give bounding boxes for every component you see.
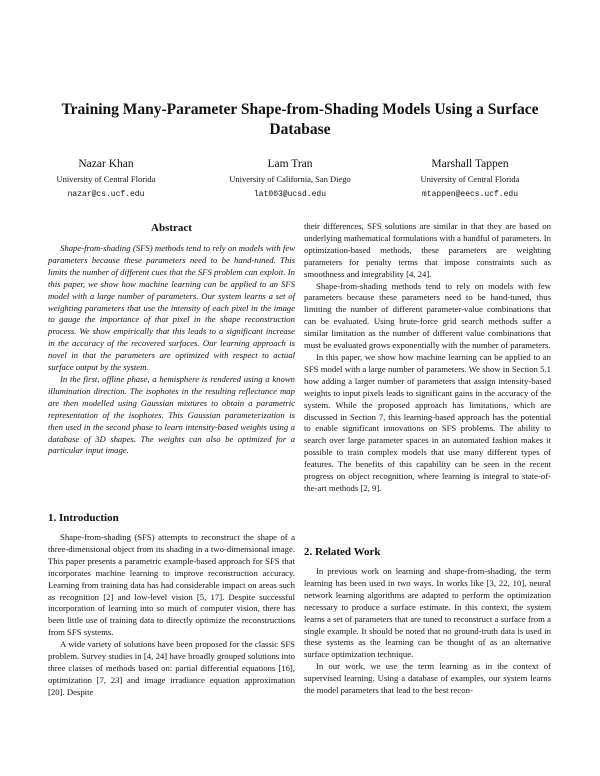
author-affiliation: University of Central Florida [56, 174, 156, 184]
body-paragraph: their differences, SFS solutions are similar in that they are based on underlying mathematical formulations with a handful of parameters. In optimization-based methods, these parameters are weighting parameters for penalty terms that impose constraints such as smoothness and integrability [4, 24]. [304, 221, 551, 279]
section-heading: 2. Related Work [304, 546, 381, 558]
author-name: Nazar Khan [78, 158, 134, 170]
abstract-paragraph: In the first, offline phase, a hemisphere is rendered using a known illumination direction. The isophotes in the resulting reflectance map are then modelled using Gaussian mixtures to obtain a parametric representation of the isophotes. This Gaussian parameterization is then used in the second phase to learn intensity-based weights using a database of 3D shapes. The weights can also be optimized for a particular input image. [48, 373, 295, 456]
author-affiliation: University of Central Florida [420, 174, 520, 184]
abstract-body [48, 243, 295, 457]
author-3 [385, 157, 555, 201]
introduction-section [48, 511, 295, 699]
related-work-section [304, 545, 551, 697]
author-2 [205, 157, 375, 201]
introduction-continued [304, 221, 551, 495]
author-affiliation: University of California, San Diego [229, 174, 351, 184]
author-email[interactable]: nazar@cs.ucf.edu [67, 190, 145, 199]
author-name: Marshall Tappen [431, 158, 509, 170]
body-paragraph: A wide variety of solutions have been proposed for the classic SFS problem. Survey studies in [4, 24] have broadly grouped solutions into three classes of methods based on: partial differential equations [16], optimization [7, 23] and image irradiance equation approximation [20]. Despite [48, 639, 295, 697]
body-paragraph: In this paper, we show how machine learning can be applied to an SFS model with a large number of parameters. We show in Section 5.1 how adding a larger number of parameters that assign intensity-based weights to input pixels leads to significant gains in the accuracy of the system. While the proposed approach has limitations, which are discussed in Section 7, this learning-based approach has the potential to enable significant innovations on SFS problems. The ability to search over large parameter spaces in an automated fashion makes it possible to train complex models that use many different types of features. The benefits of this capability can be seen in the recent progress on object recognition, where learning is integral to state-of-the-art methods [2, 9]. [304, 351, 551, 493]
body-paragraph: Shape-from-shading methods tend to rely on models with few parameters because these parameters need to be hand-tuned, thus limiting the number of different parameter-value combinations that can be evaluated. Using brute-force grid search methods suffer a similar limitation as the number of different value combinations that must be evaluated grows exponentially with the number of parameters. [304, 280, 551, 351]
abstract-heading: Abstract [151, 222, 192, 234]
abstract-paragraph: Shape-from-shading (SFS) methods tend to rely on models with few parameters because these parameters need to be hand-tuned. This limits the number of different cues that the SFS problem can exploit. In this paper, we show how machine learning can be applied to an SFS model with a large number of parameters. Our system learns a set of weighting parameters that use the intensity of each pixel in the image to gauge the importance of that pixel in the shape reconstruction process. We show empirically that this leads to a significant increase in the accuracy of the recovered surfaces. Our learning approach is novel in that the parameters are optimized with respect to actual surface output by the system. [48, 243, 295, 373]
author-name: Lam Tran [267, 158, 313, 170]
paper-title: Training Many-Parameter Shape-from-Shading Models Using a Surface Database [61, 101, 539, 138]
author-1 [21, 157, 191, 201]
body-paragraph: In our work, we use the term learning as in the context of supervised learning. Using a database of examples, our system learns the model parameters that lead to the best recon- [304, 661, 551, 696]
author-email[interactable]: lat003@ucsd.edu [253, 190, 326, 199]
body-paragraph: Shape-from-shading (SFS) attempts to reconstruct the shape of a three-dimensional object from its shading in a two-dimensional image. This paper presents a parametric example-based approach for SFS that incorporates machine learning to improve reconstruction accuracy. Learning from training data has had considerable impact on areas such as recognition [2] and low-level vision [5, 17]. Despite successful incorporation of learning into so much of computer vision, there has been little use of training data to directly optimize the reconstructions from SFS systems. [48, 532, 295, 638]
body-paragraph: In previous work on learning and shape-from-shading, the term learning has been used in two ways. In works like [3, 22, 10], neural network learning algorithms are adapted to perform the optimization necessary to produce a surface estimate. In this context, the system learns a set of parameters that are tuned to reconstruct a surface from a single example. It should be noted that no ground-truth data is used in these systems as the learning can be thought of as an alternative surface optimization technique. [304, 566, 551, 660]
section-heading: 1. Introduction [48, 512, 119, 524]
author-email[interactable]: mtappen@eecs.ucf.edu [421, 190, 518, 199]
